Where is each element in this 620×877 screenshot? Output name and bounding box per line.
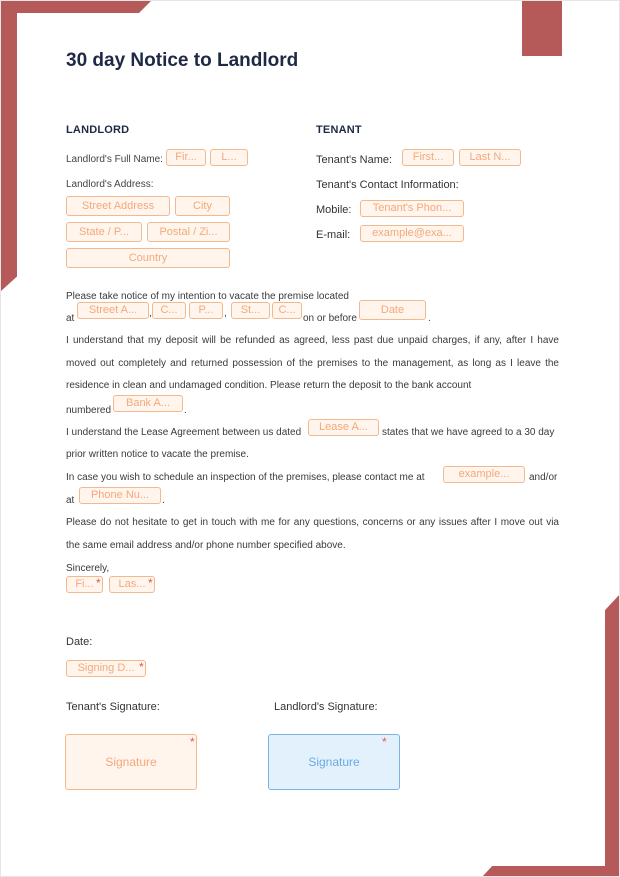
vacate-date-input[interactable]: Date (359, 300, 426, 320)
notice-on-or-before-text: on or before (303, 313, 357, 324)
bank-account-input[interactable]: Bank A... (113, 395, 183, 412)
tenant-mobile-label: Mobile: (316, 204, 352, 216)
notice-period: . (428, 313, 431, 324)
premise-street-input[interactable]: Street A... (77, 302, 149, 319)
landlord-street-input[interactable]: Street Address (66, 196, 170, 216)
inspection-period: . (162, 495, 165, 506)
decorative-top-left-bar (1, 1, 151, 13)
premise-city-input[interactable]: C... (152, 302, 186, 319)
landlord-first-name-input[interactable]: Fir... (166, 149, 206, 166)
notice-comma-2: , (224, 308, 227, 319)
tenant-first-name-input[interactable]: First... (402, 149, 454, 166)
premise-country-input[interactable]: C... (272, 302, 302, 319)
page-title: 30 day Notice to Landlord (66, 50, 299, 71)
premise-state-input[interactable]: St... (231, 302, 270, 319)
decorative-bottom-right-bar (481, 866, 620, 877)
required-asterisk: * (190, 735, 195, 749)
required-asterisk: * (148, 576, 153, 590)
lease-suffix-text: states that we have agreed to a 30 day (382, 427, 555, 438)
tenant-signature-label: Tenant's Signature: (66, 701, 160, 713)
deposit-period: . (184, 405, 187, 416)
tenant-name-label: Tenant's Name: (316, 154, 393, 166)
notice-comma-1: , (149, 308, 152, 319)
lease-line2-text: prior written notice to vacate the premise. (66, 449, 249, 460)
lease-date-input[interactable]: Lease A... (308, 419, 379, 436)
landlord-city-input[interactable]: City (175, 196, 230, 216)
date-label: Date: (66, 636, 93, 648)
landlord-heading: LANDLORD (66, 124, 130, 136)
inspection-prefix-text: In case you wish to schedule an inspection of the premises, please contact me at (66, 472, 425, 483)
signing-date-input[interactable]: Signing D... (66, 660, 146, 677)
required-asterisk: * (382, 735, 387, 749)
notice-intro-text: Please take notice of my intention to vacate the premise located (66, 291, 349, 302)
signer-first-name-input[interactable]: Fi... (66, 576, 103, 593)
landlord-signature-label: Landlord's Signature: (274, 701, 378, 713)
inspection-at-text: at (66, 495, 75, 506)
premise-province-input[interactable]: P... (189, 302, 223, 319)
landlord-signature-pad[interactable] (268, 734, 400, 790)
decorative-top-right-block (522, 1, 562, 56)
landlord-signature-placeholder: Signature (308, 755, 360, 769)
required-asterisk: * (96, 576, 101, 590)
tenant-contact-label: Tenant's Contact Information: (316, 179, 459, 191)
sincerely-text: Sincerely, (66, 563, 110, 574)
signer-last-name-input[interactable]: Las... (109, 576, 155, 593)
inspection-andor-text: and/or (529, 472, 558, 483)
decorative-right-bar (605, 593, 620, 877)
deposit-paragraph: I understand that my deposit will be refunded as agreed, less past due unpaid charges, if any, after I have moved out completely and returned possession of the premises to the management, as long as I leave the residence in clean and undamaged condition. Please return the deposit to the bank account (66, 335, 559, 391)
tenant-email-input[interactable]: example@exa... (360, 225, 464, 242)
tenant-mobile-input[interactable]: Tenant's Phon... (360, 200, 464, 217)
tenant-signature-pad[interactable] (65, 734, 197, 790)
closing-paragraph: Please do not hesitate to get in touch with me for any questions, concerns or any issues after I move out via the same email address and/or phone number specified above. (66, 517, 559, 551)
deposit-numbered-text: numbered (66, 405, 112, 416)
tenant-email-label: E-mail: (316, 229, 351, 241)
tenant-signature-placeholder: Signature (105, 755, 157, 769)
inspection-phone-input[interactable]: Phone Nu... (79, 487, 161, 504)
required-asterisk: * (139, 660, 144, 674)
lease-prefix-text: I understand the Lease Agreement between us dated (66, 427, 302, 438)
inspection-email-input[interactable]: example... (443, 466, 525, 483)
landlord-country-select[interactable]: Country (66, 248, 230, 268)
tenant-heading: TENANT (316, 124, 362, 136)
landlord-last-name-input[interactable]: L... (210, 149, 248, 166)
landlord-state-input[interactable]: State / P... (66, 222, 142, 242)
decorative-left-bar (1, 1, 17, 291)
notice-at-text: at (66, 313, 75, 324)
landlord-address-label: Landlord's Address: (66, 179, 154, 190)
landlord-full-name-label: Landlord's Full Name: (66, 154, 163, 165)
tenant-last-name-input[interactable]: Last N... (459, 149, 521, 166)
landlord-postal-input[interactable]: Postal / Zi... (147, 222, 230, 242)
